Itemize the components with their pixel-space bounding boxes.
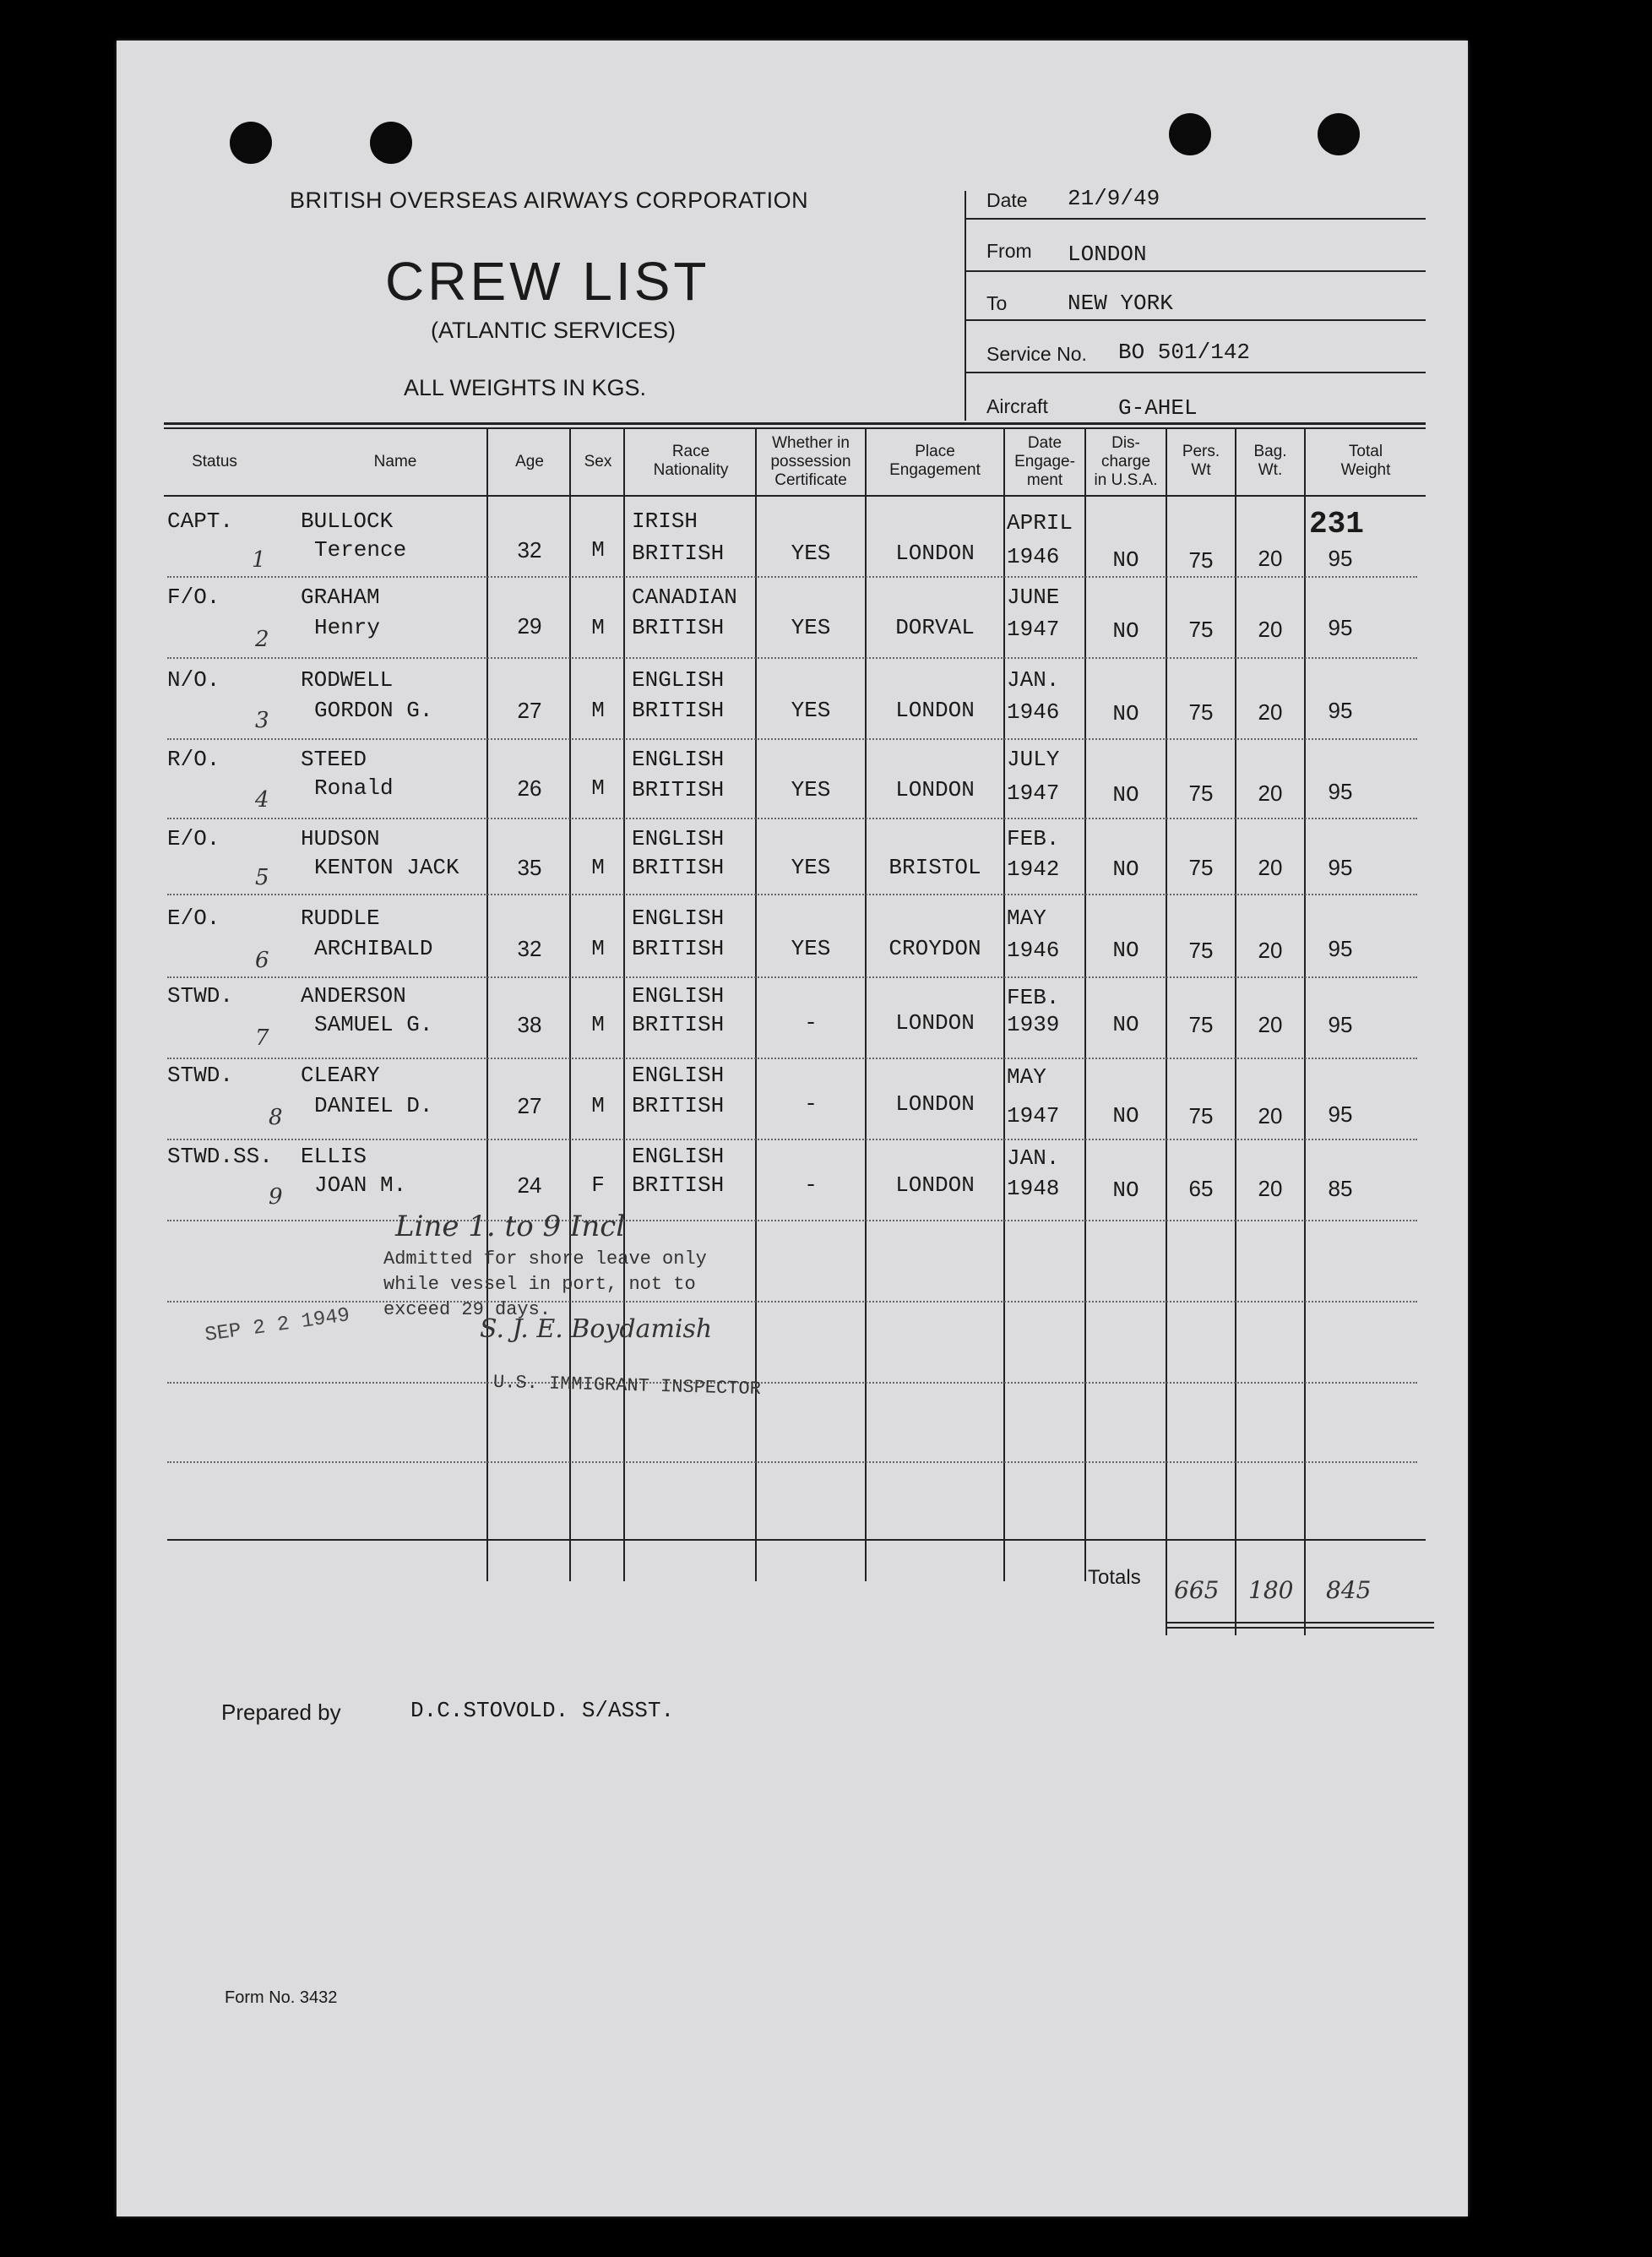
col-date: Date Engage- ment	[1014, 434, 1075, 489]
col-pers-wt: Pers. Wt	[1182, 443, 1220, 479]
discharge-cell: NO	[1112, 1012, 1139, 1037]
race-cell: IRISH	[632, 509, 698, 534]
given-name-cell: Ronald	[314, 775, 394, 801]
status-cell: R/O.	[167, 747, 220, 772]
discharge-cell: NO	[1112, 1103, 1139, 1128]
col-status: Status	[192, 453, 237, 470]
discharge-cell: NO	[1112, 857, 1139, 882]
col-sex: Sex	[584, 453, 612, 470]
surname-cell: CLEARY	[301, 1063, 380, 1088]
race-cell: ENGLISH	[632, 906, 725, 931]
date-month-cell: JAN.	[1007, 1145, 1060, 1171]
bag-wt-cell: 20	[1258, 1176, 1283, 1201]
service-label: Service No.	[986, 343, 1087, 365]
discharge-cell: NO	[1112, 701, 1139, 726]
given-name-cell: Henry	[314, 615, 381, 640]
bag-wt-cell: 20	[1258, 1103, 1283, 1128]
inspector-signature: S. J. E. Boydamish	[480, 1314, 713, 1344]
place-cell: LONDON	[895, 541, 975, 566]
place-cell: LONDON	[895, 1091, 975, 1117]
certificate-cell: -	[804, 1010, 818, 1036]
status-cell: CAPT.	[167, 509, 234, 534]
bag-wt-cell: 20	[1258, 855, 1283, 880]
status-cell: STWD.SS.	[167, 1144, 273, 1169]
page-title: CREW LIST	[385, 251, 710, 312]
org-name: BRITISH OVERSEAS AIRWAYS CORPORATION	[290, 188, 809, 213]
table-top-rule	[164, 422, 1426, 425]
given-name-cell: ARCHIBALD	[314, 936, 433, 961]
info-rule	[966, 218, 1426, 220]
surname-cell: ELLIS	[301, 1144, 367, 1169]
aircraft-value: G-AHEL	[1118, 395, 1198, 421]
date-year-cell: 1947	[1007, 780, 1060, 806]
row-separator	[167, 818, 1417, 819]
crew-list-document	[117, 41, 1468, 2216]
pers-wt-cell: 65	[1188, 1176, 1214, 1201]
col-total-wt: Total Weight	[1340, 443, 1391, 479]
certificate-cell: YES	[791, 541, 831, 566]
stamp-handwritten-note: Line 1. to 9 Incl	[395, 1210, 626, 1243]
date-month-cell: FEB.	[1007, 826, 1060, 851]
date-month-cell: JUNE	[1007, 585, 1060, 610]
age-cell: 29	[517, 613, 542, 639]
pers-wt-cell: 75	[1188, 1012, 1214, 1037]
surname-cell: RUDDLE	[301, 906, 380, 931]
pers-wt-cell: 75	[1188, 855, 1214, 880]
certificate-cell: -	[804, 1172, 818, 1198]
row-number-handwritten: 8	[269, 1105, 283, 1130]
nationality-cell: BRITISH	[632, 1012, 725, 1037]
col-divider	[1084, 429, 1086, 1581]
nationality-cell: BRITISH	[632, 777, 725, 802]
row-separator	[167, 1139, 1417, 1140]
date-year-cell: 1946	[1007, 699, 1060, 725]
row-number-handwritten: 9	[269, 1184, 283, 1210]
col-bag-wt: Bag. Wt.	[1253, 443, 1287, 479]
bag-wt-cell: 20	[1258, 780, 1283, 806]
date-month-cell: JAN.	[1007, 667, 1060, 693]
sex-cell: M	[591, 537, 605, 563]
punch-hole-4	[1318, 113, 1360, 155]
surname-cell: ANDERSON	[301, 983, 406, 1009]
certificate-cell: YES	[791, 615, 831, 640]
date-value: 21/9/49	[1068, 186, 1160, 211]
place-cell: CROYDON	[888, 936, 981, 961]
surname-cell: GRAHAM	[301, 585, 380, 610]
inspector-title: U.S. IMMIGRANT INSPECTOR	[492, 1371, 762, 1400]
date-year-cell: 1947	[1007, 617, 1060, 642]
age-cell: 24	[517, 1172, 542, 1198]
col-name: Name	[373, 453, 417, 470]
info-rule	[966, 372, 1426, 373]
status-cell: F/O.	[167, 585, 220, 610]
date-year-cell: 1948	[1007, 1176, 1060, 1201]
pers-wt-cell: 75	[1188, 699, 1214, 725]
race-cell: CANADIAN	[632, 585, 737, 610]
from-value: LONDON	[1068, 242, 1147, 267]
age-cell: 27	[517, 1093, 542, 1118]
date-label: Date	[986, 189, 1028, 211]
total-wt-cell: 95	[1328, 1101, 1353, 1127]
age-cell: 32	[517, 537, 542, 563]
given-name-cell: KENTON JACK	[314, 855, 459, 880]
discharge-cell: NO	[1112, 618, 1139, 644]
row-separator	[167, 1461, 1417, 1463]
bag-wt-cell: 20	[1258, 699, 1283, 725]
certificate-cell: YES	[791, 698, 831, 723]
form-number: Form No. 3432	[225, 1988, 338, 2007]
certificate-cell: YES	[791, 777, 831, 802]
pers-wt-cell: 75	[1188, 780, 1214, 806]
race-cell: ENGLISH	[632, 667, 725, 693]
total-wt-cell: 95	[1328, 779, 1353, 804]
bag-wt-cell: 20	[1258, 546, 1283, 571]
punch-hole-1	[230, 122, 272, 164]
date-year-cell: 1946	[1007, 938, 1060, 963]
col-divider	[865, 429, 867, 1581]
pers-wt-cell: 75	[1188, 938, 1214, 963]
race-cell: ENGLISH	[632, 983, 725, 1009]
age-cell: 35	[517, 855, 542, 880]
bag-wt-cell: 20	[1258, 617, 1283, 642]
place-cell: DORVAL	[895, 615, 975, 640]
place-cell: LONDON	[895, 777, 975, 802]
surname-cell: HUDSON	[301, 826, 380, 851]
col-divider	[623, 429, 625, 1581]
discharge-cell: NO	[1112, 938, 1139, 963]
stamp-line-3: exceed 29 days.	[383, 1299, 552, 1320]
row-number-handwritten: 4	[255, 787, 269, 813]
status-cell: E/O.	[167, 906, 220, 931]
row-number-handwritten: 3	[255, 708, 269, 733]
discharge-cell: NO	[1112, 1177, 1139, 1203]
col-race: Race Nationality	[653, 443, 729, 479]
nationality-cell: BRITISH	[632, 936, 725, 961]
col-certificate: Whether in possession Certificate	[770, 434, 851, 489]
surname-cell: BULLOCK	[301, 509, 394, 534]
sex-cell: M	[591, 775, 605, 801]
date-month-cell: JULY	[1007, 747, 1060, 772]
sex-cell: M	[591, 855, 605, 880]
age-cell: 32	[517, 936, 542, 961]
stamp-line-2: while vessel in port, not to	[383, 1274, 696, 1295]
col-divider	[569, 429, 571, 1581]
race-cell: ENGLISH	[632, 1063, 725, 1088]
row-separator	[167, 657, 1417, 659]
row-separator	[167, 1301, 1417, 1303]
row-number-handwritten: 5	[255, 865, 269, 890]
pers-wt-cell: 75	[1188, 1103, 1214, 1128]
total-wt-cell: 85	[1328, 1176, 1353, 1201]
sex-cell: M	[591, 698, 605, 723]
given-name-cell: Terence	[314, 537, 407, 563]
total-wt-cell: 95	[1328, 698, 1353, 723]
sex-cell: F	[591, 1172, 605, 1198]
sex-cell: M	[591, 1012, 605, 1037]
given-name-cell: DANIEL D.	[314, 1093, 433, 1118]
nationality-cell: BRITISH	[632, 855, 725, 880]
date-month-cell: FEB.	[1007, 985, 1060, 1010]
age-cell: 26	[517, 775, 542, 801]
surname-cell: STEED	[301, 747, 367, 772]
totals-pers-wt: 665	[1174, 1576, 1220, 1604]
age-cell: 27	[517, 698, 542, 723]
punch-hole-3	[1169, 113, 1211, 155]
to-value: NEW YORK	[1068, 291, 1173, 316]
nationality-cell: BRITISH	[632, 541, 725, 566]
place-cell: LONDON	[895, 1172, 975, 1198]
discharge-cell: NO	[1112, 547, 1139, 573]
given-name-cell: JOAN M.	[314, 1172, 407, 1198]
certificate-cell: YES	[791, 936, 831, 961]
total-wt-cell: 95	[1328, 855, 1353, 880]
pers-wt-cell: 75	[1188, 547, 1214, 573]
status-cell: STWD.	[167, 1063, 234, 1088]
status-cell: N/O.	[167, 667, 220, 693]
nationality-cell: BRITISH	[632, 1093, 725, 1118]
weights-note: ALL WEIGHTS IN KGS.	[404, 375, 647, 400]
totals-label: Totals	[1088, 1566, 1141, 1589]
race-cell: ENGLISH	[632, 826, 725, 851]
date-month-cell: MAY	[1007, 1064, 1046, 1090]
row-separator	[167, 894, 1417, 895]
nationality-cell: BRITISH	[632, 615, 725, 640]
row-separator	[167, 738, 1417, 740]
to-label: To	[986, 292, 1008, 314]
surname-cell: RODWELL	[301, 667, 394, 693]
total-wt-cell: 95	[1328, 546, 1353, 571]
given-name-cell: SAMUEL G.	[314, 1012, 433, 1037]
place-cell: LONDON	[895, 698, 975, 723]
stamp-line-1: Admitted for shore leave only	[383, 1248, 707, 1270]
nationality-cell: BRITISH	[632, 698, 725, 723]
given-name-cell: GORDON G.	[314, 698, 433, 723]
total-wt-cell: 95	[1328, 615, 1353, 640]
date-stamp: SEP 2 2 1949	[203, 1304, 351, 1347]
place-cell: LONDON	[895, 1010, 975, 1036]
race-cell: ENGLISH	[632, 1144, 725, 1169]
col-divider	[755, 429, 757, 1581]
date-year-cell: 1939	[1007, 1012, 1060, 1037]
status-cell: STWD.	[167, 983, 234, 1009]
col-discharge: Dis- charge in U.S.A.	[1094, 434, 1158, 489]
sex-cell: M	[591, 615, 605, 640]
punch-hole-2	[370, 122, 412, 164]
date-year-cell: 1947	[1007, 1103, 1060, 1128]
total-wt-cell: 95	[1328, 1012, 1353, 1037]
total-wt-cell: 95	[1328, 936, 1353, 961]
certificate-cell: YES	[791, 855, 831, 880]
bag-wt-cell: 20	[1258, 1012, 1283, 1037]
sex-cell: M	[591, 936, 605, 961]
row-separator	[167, 1382, 1417, 1384]
age-cell: 38	[517, 1012, 542, 1037]
row-separator	[167, 1058, 1417, 1059]
info-box-left-border	[965, 191, 966, 421]
service-value: BO 501/142	[1118, 340, 1251, 365]
date-month-cell: MAY	[1007, 906, 1046, 931]
totals-total-wt: 845	[1326, 1576, 1372, 1604]
page-subtitle: (ATLANTIC SERVICES)	[431, 318, 677, 343]
bag-wt-cell: 20	[1258, 938, 1283, 963]
extra-note: 231	[1309, 507, 1364, 541]
date-year-cell: 1946	[1007, 544, 1060, 569]
col-divider	[486, 429, 488, 1581]
row-separator	[167, 576, 1417, 578]
totals-bag-wt: 180	[1248, 1576, 1294, 1604]
row-number-handwritten: 1	[252, 547, 266, 573]
race-cell: ENGLISH	[632, 747, 725, 772]
nationality-cell: BRITISH	[632, 1172, 725, 1198]
col-age: Age	[515, 453, 544, 470]
info-rule	[966, 270, 1426, 272]
row-separator	[167, 976, 1417, 978]
info-rule	[966, 319, 1426, 321]
aircraft-label: Aircraft	[986, 395, 1048, 417]
certificate-cell: -	[804, 1091, 818, 1117]
prepared-by-label: Prepared by	[221, 1700, 341, 1725]
row-number-handwritten: 7	[255, 1025, 269, 1051]
row-number-handwritten: 6	[255, 948, 269, 973]
from-label: From	[986, 240, 1032, 262]
date-year-cell: 1942	[1007, 857, 1060, 882]
discharge-cell: NO	[1112, 782, 1139, 808]
prepared-by-value: D.C.STOVOLD. S/ASST.	[410, 1698, 675, 1723]
pers-wt-cell: 75	[1188, 617, 1214, 642]
place-cell: BRISTOL	[888, 855, 981, 880]
row-number-handwritten: 2	[255, 627, 269, 652]
totals-double-rule	[1167, 1622, 1434, 1623]
table-bottom-rule	[167, 1539, 1426, 1541]
totals-double-rule	[1167, 1627, 1434, 1629]
col-place: Place Engagement	[889, 443, 981, 479]
sex-cell: M	[591, 1093, 605, 1118]
row-separator	[167, 1220, 1417, 1221]
status-cell: E/O.	[167, 826, 220, 851]
date-month-cell: APRIL	[1007, 510, 1073, 536]
col-divider	[1003, 429, 1005, 1581]
